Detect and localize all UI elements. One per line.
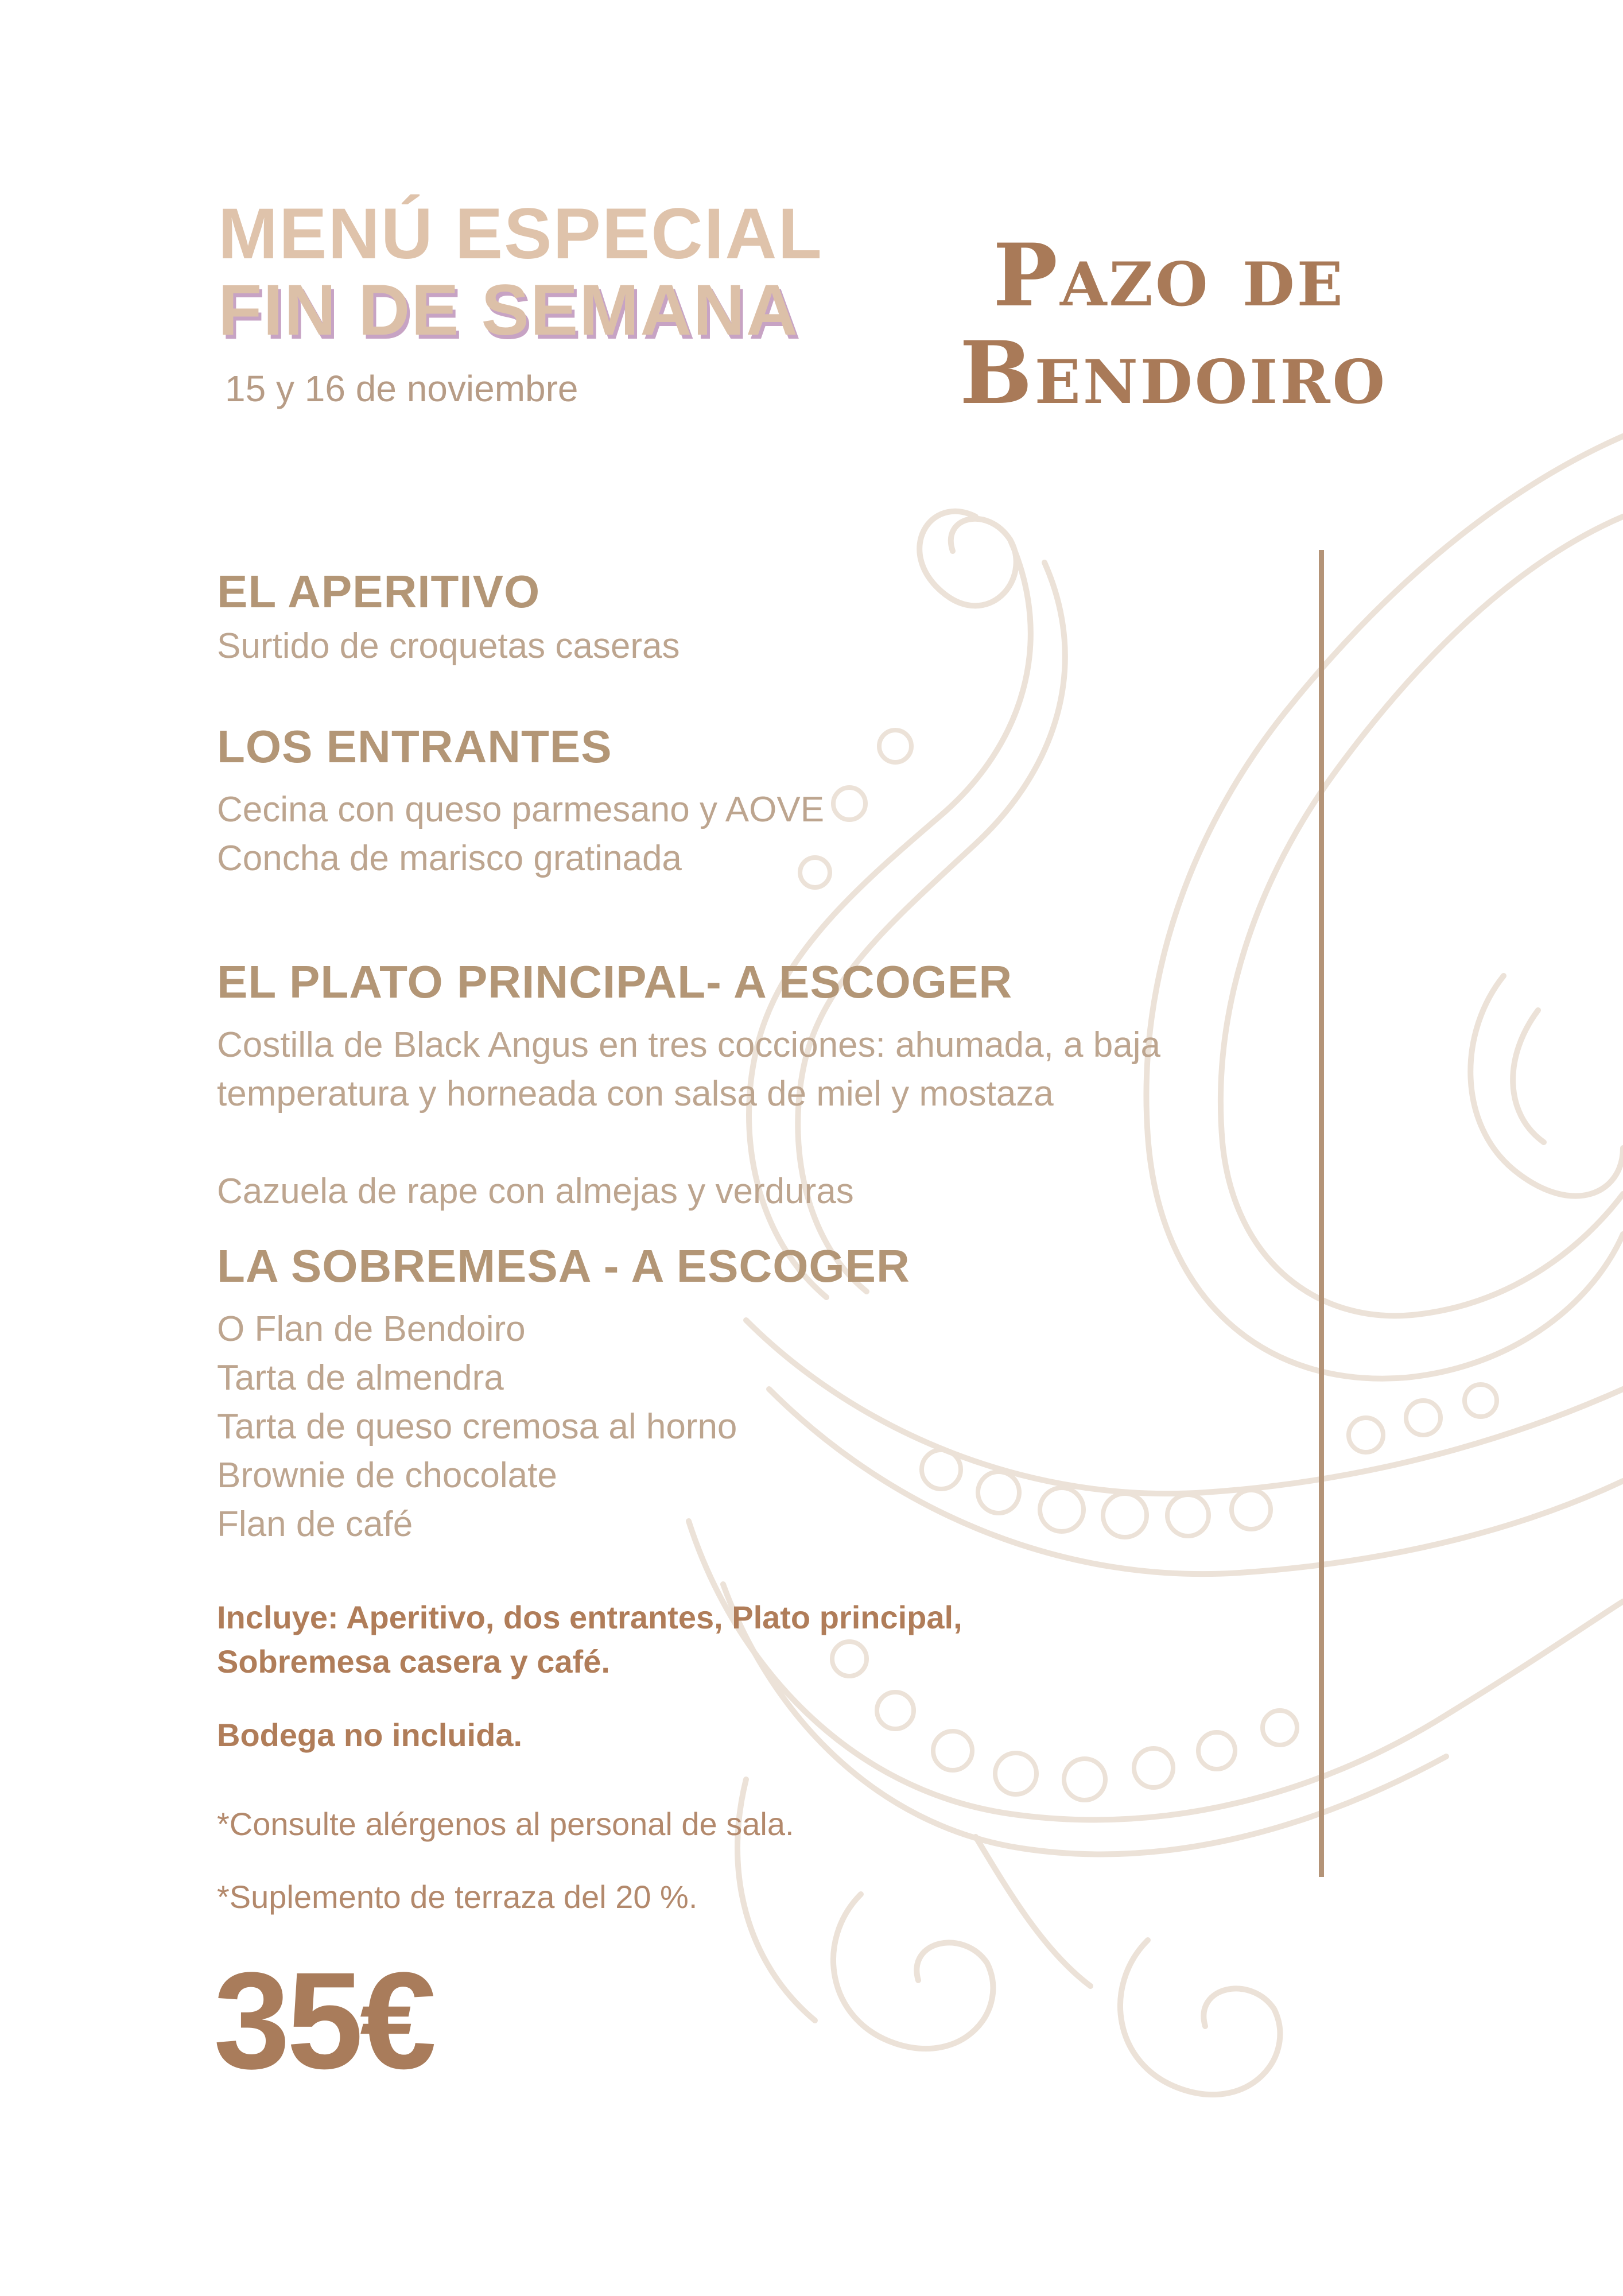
menu-item: Cecina con queso parmesano y AOVE: [217, 790, 825, 829]
section-title-entrantes: LOS ENTRANTES: [217, 721, 612, 772]
logo-line-1: Pazo de: [993, 225, 1345, 326]
terrace-note: *Suplemento de terraza del 20 %.: [217, 1879, 698, 1915]
menu-price: 35€: [213, 1944, 433, 2097]
logo-line-2: Bendoiro: [960, 323, 1388, 424]
menu-item: Tarta de almendra: [217, 1358, 504, 1398]
menu-item: Surtido de croquetas caseras: [217, 626, 680, 666]
wine-note: Bodega no incluida.: [217, 1717, 523, 1753]
section-title-sobremesa: LA SOBREMESA - A ESCOGER: [217, 1240, 910, 1292]
menu-item: O Flan de Bendoiro: [217, 1309, 526, 1349]
menu-item: Concha de marisco gratinada: [217, 839, 682, 878]
restaurant-logo: [960, 225, 1388, 424]
menu-item: Tarta de queso cremosa al horno: [217, 1407, 737, 1446]
section-title-aperitivo: EL APERITIVO: [217, 566, 541, 617]
menu-item: Flan de café: [217, 1504, 413, 1544]
includes-note-line-1: Incluye: Aperitivo, dos entrantes, Plato principal,: [217, 1599, 962, 1635]
menu-item: Brownie de chocolate: [217, 1456, 557, 1495]
menu-item: Costilla de Black Angus en tres cocciones: ahumada, a baja: [217, 1025, 1160, 1065]
menu-item: temperatura y horneada con salsa de miel y mostaza: [217, 1074, 1054, 1114]
menu-date: 15 y 16 de noviembre: [225, 368, 578, 409]
vertical-divider: [1319, 550, 1324, 1877]
section-title-plato-principal: EL PLATO PRINCIPAL- A ESCOGER: [217, 956, 1013, 1007]
menu-title-line-1: MENÚ ESPECIAL: [218, 194, 823, 274]
includes-note-line-2: Sobremesa casera y café.: [217, 1643, 610, 1680]
menu-item: Cazuela de rape con almejas y verduras: [217, 1172, 854, 1211]
allergens-note: *Consulte alérgenos al personal de sala.: [217, 1806, 794, 1842]
menu-title-line-2: FIN DE SEMANA: [218, 270, 799, 350]
